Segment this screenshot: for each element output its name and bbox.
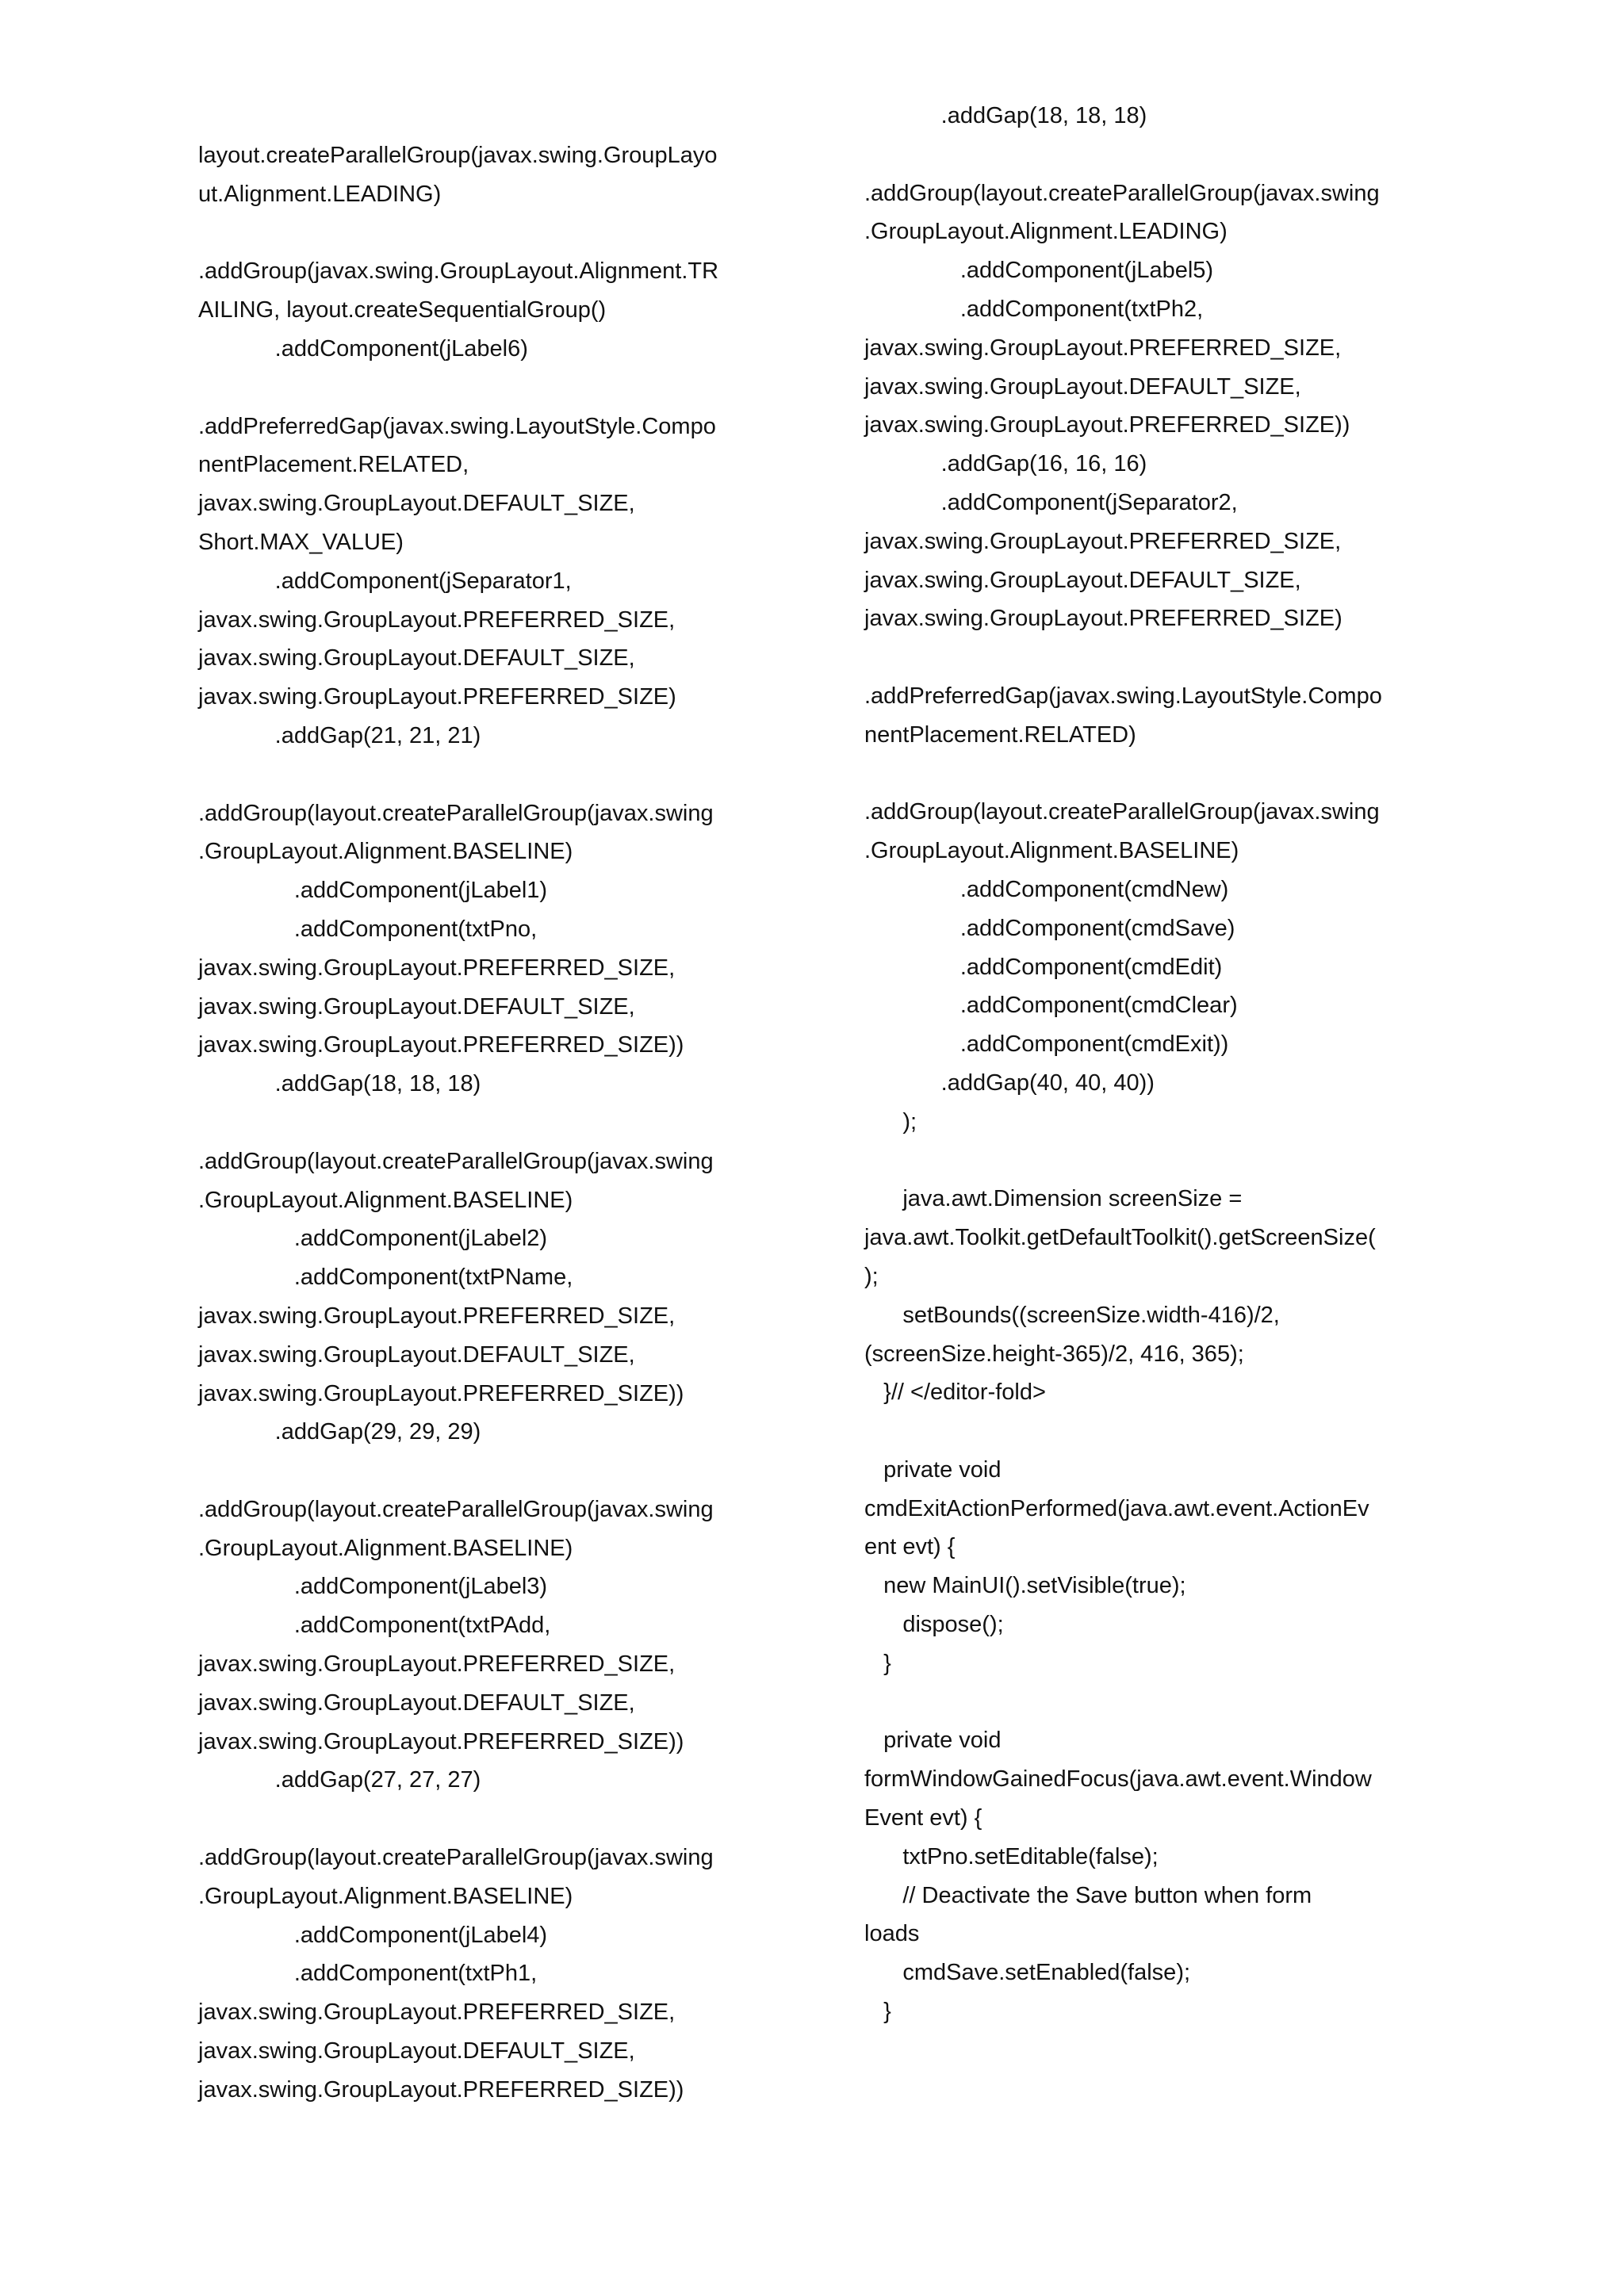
code-line <box>198 756 801 794</box>
code-line: .addGroup(javax.swing.GroupLayout.Alignment.TR <box>198 258 719 285</box>
code-line: .addGap(18, 18, 18) <box>864 103 1147 128</box>
code-line <box>198 1452 801 1490</box>
code-line <box>198 214 801 253</box>
code-line: .addComponent(cmdEdit) <box>864 954 1223 980</box>
code-line: javax.swing.GroupLayout.PREFERRED_SIZE, <box>864 335 1342 361</box>
code-line: dispose(); <box>864 1612 1004 1638</box>
code-line: .addGap(29, 29, 29) <box>198 1419 481 1445</box>
code-line: javax.swing.GroupLayout.PREFERRED_SIZE, <box>198 1651 676 1678</box>
code-line: .addComponent(txtPName, <box>198 1265 573 1291</box>
code-line: .addGroup(layout.createParallelGroup(javax.swing <box>198 1496 714 1522</box>
code-line: javax.swing.GroupLayout.PREFERRED_SIZE)) <box>864 412 1350 438</box>
code-line: ); <box>864 1263 879 1289</box>
code-line: javax.swing.GroupLayout.DEFAULT_SIZE, <box>864 373 1301 400</box>
code-line: .addComponent(cmdClear) <box>864 993 1238 1019</box>
code-line: javax.swing.GroupLayout.PREFERRED_SIZE)) <box>198 1380 684 1406</box>
code-line: txtPno.setEditable(false); <box>864 1843 1159 1869</box>
code-line: .addGap(27, 27, 27) <box>198 1767 481 1793</box>
code-line: .addGap(21, 21, 21) <box>198 722 481 748</box>
right-code-column <box>864 97 1467 2031</box>
code-line: Short.MAX_VALUE) <box>198 529 404 555</box>
code-line: javax.swing.GroupLayout.DEFAULT_SIZE, <box>864 567 1301 593</box>
code-line: .addGap(18, 18, 18) <box>198 1071 481 1097</box>
code-line <box>198 1800 801 1839</box>
code-line: javax.swing.GroupLayout.PREFERRED_SIZE) <box>198 684 676 710</box>
code-line: ut.Alignment.LEADING) <box>198 181 442 207</box>
code-line: javax.swing.GroupLayout.PREFERRED_SIZE)) <box>198 1032 684 1058</box>
code-line: .addGap(16, 16, 16) <box>864 451 1147 477</box>
code-line: private void <box>864 1728 1002 1754</box>
code-line: nentPlacement.RELATED) <box>864 721 1136 748</box>
code-line: .addComponent(jLabel3) <box>198 1574 548 1600</box>
code-line: javax.swing.GroupLayout.PREFERRED_SIZE)) <box>198 1728 684 1755</box>
code-line: java.awt.Toolkit.getDefaultToolkit().getScreenSize( <box>864 1225 1376 1251</box>
code-line <box>864 755 1467 794</box>
code-line: java.awt.Dimension screenSize = <box>864 1186 1243 1212</box>
code-line: layout.createParallelGroup(javax.swing.GroupLayo <box>198 143 718 168</box>
code-line: .addComponent(jLabel1) <box>198 878 548 904</box>
code-line: .addComponent(jSeparator1, <box>198 568 572 594</box>
code-line: javax.swing.GroupLayout.DEFAULT_SIZE, <box>198 645 635 672</box>
code-line: new MainUI().setVisible(true); <box>864 1573 1186 1599</box>
code-line: .GroupLayout.Alignment.BASELINE) <box>198 1187 573 1213</box>
code-line: javax.swing.GroupLayout.PREFERRED_SIZE) <box>864 606 1342 632</box>
code-line: .addComponent(jSeparator2, <box>864 489 1238 515</box>
code-line: .addComponent(jLabel6) <box>198 335 528 362</box>
code-line: cmdExitActionPerformed(java.awt.event.ActionEv <box>864 1495 1369 1521</box>
code-line <box>864 1412 1467 1451</box>
code-line: .addComponent(cmdExit)) <box>864 1031 1229 1058</box>
code-line: javax.swing.GroupLayout.PREFERRED_SIZE)) <box>198 2076 684 2103</box>
code-line: }// </editor-fold> <box>864 1380 1046 1406</box>
code-line: .addComponent(jLabel4) <box>198 1922 548 1948</box>
code-line <box>864 1142 1467 1181</box>
code-line: javax.swing.GroupLayout.PREFERRED_SIZE, <box>198 955 676 981</box>
code-line: javax.swing.GroupLayout.PREFERRED_SIZE, <box>198 607 676 633</box>
code-line: javax.swing.GroupLayout.DEFAULT_SIZE, <box>198 1341 635 1368</box>
code-line: .GroupLayout.Alignment.BASELINE) <box>198 1883 573 1909</box>
code-line: AILING, layout.createSequentialGroup() <box>198 297 607 323</box>
code-line: private void <box>864 1456 1002 1483</box>
code-line: cmdSave.setEnabled(false); <box>864 1960 1191 1986</box>
code-line: .addGroup(layout.createParallelGroup(javax.swing <box>864 799 1380 825</box>
code-line: javax.swing.GroupLayout.DEFAULT_SIZE, <box>198 993 635 1020</box>
code-line: .GroupLayout.Alignment.LEADING) <box>864 219 1228 245</box>
code-line: .addPreferredGap(javax.swing.LayoutStyle.Compo <box>864 683 1382 709</box>
code-line: javax.swing.GroupLayout.PREFERRED_SIZE, <box>864 528 1342 554</box>
code-line: .addGroup(layout.createParallelGroup(javax.swing <box>198 800 714 826</box>
code-line: nentPlacement.RELATED, <box>198 452 469 478</box>
code-line <box>198 1104 801 1142</box>
code-line: ent evt) { <box>864 1534 956 1560</box>
code-line: .addComponent(txtPh1, <box>198 1961 538 1987</box>
code-line: .addGroup(layout.createParallelGroup(javax.swing <box>198 1148 714 1174</box>
code-line: .GroupLayout.Alignment.BASELINE) <box>198 1535 573 1561</box>
code-line: (screenSize.height-365)/2, 416, 365); <box>864 1341 1244 1367</box>
code-line: javax.swing.GroupLayout.PREFERRED_SIZE, <box>198 1303 676 1329</box>
code-line: .addComponent(cmdNew) <box>864 876 1229 902</box>
code-line: .GroupLayout.Alignment.BASELINE) <box>864 838 1239 864</box>
code-line <box>864 1683 1467 1722</box>
code-line: loads <box>864 1921 920 1947</box>
code-line: setBounds((screenSize.width-416)/2, <box>864 1302 1280 1328</box>
code-line: .GroupLayout.Alignment.BASELINE) <box>198 839 573 865</box>
code-line: // Deactivate the Save button when form <box>864 1882 1312 1908</box>
code-line: .addPreferredGap(javax.swing.LayoutStyle.Compo <box>198 413 716 439</box>
code-line: } <box>864 1999 891 2025</box>
code-line: .addComponent(txtPno, <box>198 916 538 942</box>
code-line: Event evt) { <box>864 1805 982 1831</box>
code-line: formWindowGainedFocus(java.awt.event.Window <box>864 1766 1372 1793</box>
code-line: .addComponent(jLabel5) <box>864 258 1214 284</box>
code-line: .addGroup(layout.createParallelGroup(javax.swing <box>864 180 1380 206</box>
left-code-column <box>198 136 801 2110</box>
code-line: javax.swing.GroupLayout.DEFAULT_SIZE, <box>198 2038 635 2064</box>
code-line <box>198 369 801 408</box>
code-line: javax.swing.GroupLayout.DEFAULT_SIZE, <box>198 1689 635 1716</box>
code-line: javax.swing.GroupLayout.DEFAULT_SIZE, <box>198 491 635 517</box>
code-line: .addGap(40, 40, 40)) <box>864 1070 1155 1096</box>
code-line <box>864 136 1467 174</box>
code-line: .addComponent(txtPh2, <box>864 296 1204 322</box>
code-line: ); <box>864 1108 917 1135</box>
code-line: javax.swing.GroupLayout.PREFERRED_SIZE, <box>198 1999 676 2026</box>
code-line: .addComponent(cmdSave) <box>864 915 1235 941</box>
code-line: } <box>864 1650 891 1676</box>
code-line <box>864 638 1467 677</box>
code-line: .addComponent(jLabel2) <box>198 1226 548 1252</box>
code-line: .addComponent(txtPAdd, <box>198 1613 551 1639</box>
code-line: .addGroup(layout.createParallelGroup(javax.swing <box>198 1845 714 1871</box>
